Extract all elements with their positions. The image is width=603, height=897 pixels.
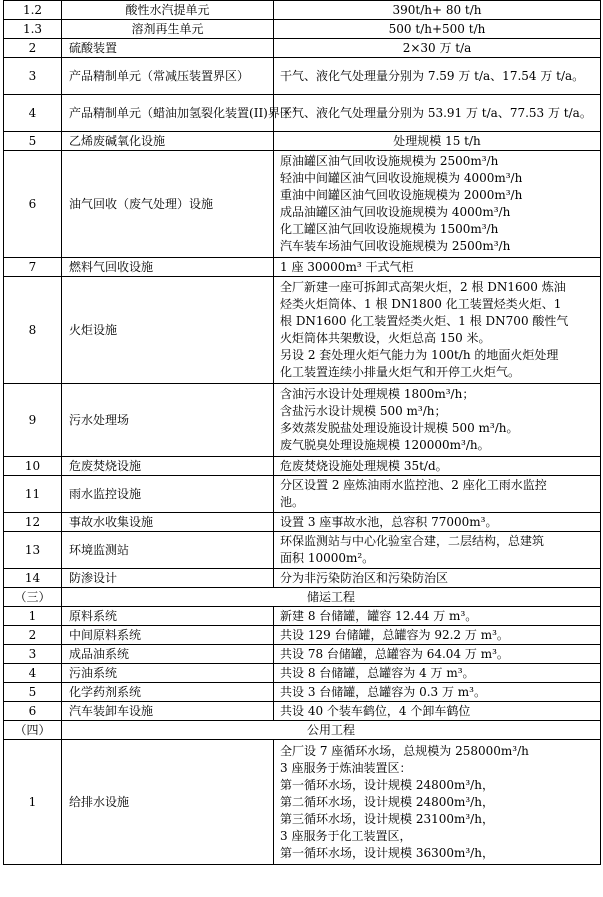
facility-name: 乙烯废碱氧化设施	[62, 132, 274, 151]
table-row	[4, 664, 601, 683]
facility-description-line: 烃类火炬筒体、1 根 DN1800 化工装置烃类火炬、1	[280, 297, 562, 311]
facility-description: 390t/h+ 80 t/h	[274, 1, 601, 20]
facility-name	[62, 645, 274, 664]
facility-description-line: 共设 40 个装车鹤位，4 个卸车鹤位	[280, 703, 471, 718]
facility-name	[62, 258, 274, 277]
facility-name	[62, 476, 274, 513]
facility-description-line: 化工装置连续小排量火炬气和开停工火炬气。	[280, 365, 521, 379]
facility-description-line: 池。	[280, 495, 305, 509]
table-row	[4, 58, 601, 95]
facility-description-line: 设置 3 座事故水池，总容积 77000m³。	[280, 514, 498, 529]
facility-table	[3, 0, 601, 865]
row-number: 8	[4, 277, 62, 384]
table-row	[4, 476, 601, 513]
row-number: （四）	[4, 721, 62, 740]
table-row	[4, 258, 601, 277]
row-number: 2	[4, 626, 62, 645]
table-row	[4, 513, 601, 532]
facility-description	[274, 740, 601, 865]
row-number: 11	[4, 476, 62, 513]
facility-name-line: 化学药剂系统	[69, 684, 142, 699]
facility-description	[274, 277, 601, 384]
facility-name-line: 给排水设施	[69, 794, 130, 809]
row-number: 14	[4, 569, 62, 588]
facility-name-line: 产品精制单元	[69, 105, 142, 120]
row-number: 12	[4, 513, 62, 532]
table-row	[4, 607, 601, 626]
row-number: 4	[4, 664, 62, 683]
facility-description-line: 1 座 30000m³ 干式气柜	[280, 259, 414, 274]
row-number: 9	[4, 384, 62, 457]
facility-description-line: 另设 2 套处理火炬气能力为 100t/h 的地面火炬处理	[280, 348, 559, 362]
facility-description-line: 根 DN1600 化工装置烃类火炬、1 根 DN700 酸性气	[280, 314, 569, 328]
facility-description-line: 汽车装车场油气回收设施规模为 2500m³/h	[280, 239, 511, 253]
row-number: 6	[4, 702, 62, 721]
facility-name-line: 汽车装卸车设施	[69, 703, 154, 718]
facility-description-line: 全厂设 7 座循环水场，总规模为 258000m³/h	[280, 743, 529, 758]
section-header-row	[4, 721, 601, 740]
facility-name	[62, 683, 274, 702]
facility-name	[62, 607, 274, 626]
facility-description: 500 t/h+500 t/h	[274, 20, 601, 39]
facility-description	[274, 457, 601, 476]
facility-description	[274, 569, 601, 588]
facility-name: 溶剂再生单元	[62, 20, 274, 39]
facility-name	[62, 740, 274, 865]
row-number: 3	[4, 645, 62, 664]
table-row	[4, 1, 601, 20]
facility-description-line: 危废焚烧设施处理规模 35t/d。	[280, 458, 448, 473]
facility-description	[274, 258, 601, 277]
facility-description	[274, 702, 601, 721]
facility-description-line: 分为非污染防治区和污染防治区	[280, 570, 449, 585]
facility-name-line: 危废焚烧设施	[69, 458, 142, 473]
facility-name-line: 火炬设施	[69, 322, 118, 337]
table-row	[4, 740, 601, 865]
facility-name-line: 污水处理场	[69, 412, 130, 427]
facility-description-line: 轻油中间罐区油气回收设施规模为 4000m³/h	[280, 171, 523, 185]
facility-name-line: 防渗设计	[69, 570, 118, 585]
facility-description-line: 含油污水设计处理规模 1800m³/h；	[280, 387, 475, 401]
facility-description-line: 化工罐区油气回收设施规模为 1500m³/h	[280, 222, 499, 236]
facility-description-line: 新建 8 台储罐，罐容 12.44 万 m³。	[280, 608, 478, 623]
facility-name	[62, 384, 274, 457]
facility-description-line: 第一循环水场，设计规模 36300m³/h，	[280, 845, 494, 860]
facility-name-line: 中间原料系统	[69, 627, 142, 642]
section-title: 公用工程	[62, 721, 601, 740]
facility-description-line: 环保监测站与中心化验室合建，二层结构，总建筑	[280, 534, 545, 548]
facility-description: 处理规模 15 t/h	[274, 132, 601, 151]
facility-description-line: 第二循环水场，设计规模 24800m³/h，	[280, 794, 494, 809]
facility-name-line: （常减压装置界区）	[141, 68, 250, 83]
facility-name: 酸性水汽提单元	[62, 1, 274, 20]
facility-description-line: 3 座服务于化工装置区，	[280, 828, 412, 843]
facility-name-line: 产品精制单元	[69, 68, 142, 83]
facility-name	[62, 277, 274, 384]
row-number: 6	[4, 151, 62, 258]
facility-description-line: 分区设置 2 座炼油雨水监控池、2 座化工雨水监控	[280, 478, 547, 492]
facility-name-line: 成品油系统	[69, 646, 130, 661]
facility-description	[274, 151, 601, 258]
facility-name-line: 事故水收集设施	[69, 514, 154, 529]
facility-name	[62, 58, 274, 95]
table-row	[4, 626, 601, 645]
facility-name	[62, 569, 274, 588]
facility-description-line: 第三循环水场，设计规模 23100m³/h，	[280, 811, 494, 826]
facility-name	[62, 151, 274, 258]
facility-description-line: 共设 129 台储罐，总罐容为 92.2 万 m³。	[280, 627, 509, 642]
facility-name-line: 油气回收（废气处理）设施	[69, 196, 214, 211]
facility-description	[274, 645, 601, 664]
facility-name	[62, 532, 274, 569]
facility-name	[62, 626, 274, 645]
facility-table-body	[4, 1, 601, 865]
facility-name-line: 燃料气回收设施	[69, 259, 154, 274]
row-number: 13	[4, 532, 62, 569]
table-row	[4, 683, 601, 702]
section-title: 储运工程	[62, 588, 601, 607]
row-number: 5	[4, 683, 62, 702]
facility-description-line: 共设 78 台储罐，总罐容为 64.04 万 m³。	[280, 646, 509, 661]
table-row	[4, 95, 601, 132]
row-number: 10	[4, 457, 62, 476]
facility-description-line: 面积 10000m²。	[280, 551, 375, 565]
facility-description-line: 成品油罐区油气回收设施规模为 4000m³/h	[280, 205, 511, 219]
facility-name	[62, 457, 274, 476]
facility-description	[274, 95, 601, 132]
facility-name-line: 污油系统	[69, 665, 118, 680]
row-number: （三）	[4, 588, 62, 607]
facility-name	[62, 664, 274, 683]
facility-name-line: 雨水监控设施	[69, 486, 142, 501]
table-row	[4, 569, 601, 588]
row-number: 1	[4, 740, 62, 865]
facility-description-line: 原油罐区油气回收设施规模为 2500m³/h	[280, 154, 499, 168]
facility-description-line: 共设 3 台储罐，总罐容为 0.3 万 m³。	[280, 684, 486, 699]
facility-name	[62, 95, 304, 132]
table-row	[4, 39, 601, 58]
facility-name: 硫酸装置	[62, 39, 274, 58]
facility-description-line: 干气、液化气处理量分别为 7.59 万 t/a、17.54 万 t/a。	[280, 68, 585, 83]
table-row	[4, 645, 601, 664]
facility-description	[274, 476, 601, 513]
facility-name-line: （蜡油加氢裂化装置(II)界区）	[141, 105, 304, 120]
table-row	[4, 151, 601, 258]
facility-description-line: 废气脱臭处理设施规模 120000m³/h。	[280, 438, 490, 452]
facility-description-line: 共设 8 台储罐，总罐容为 4 万 m³。	[280, 665, 475, 680]
table-row	[4, 532, 601, 569]
row-number: 2	[4, 39, 62, 58]
table-row	[4, 132, 601, 151]
facility-description-line: 多效蒸发脱盐处理设施设计规模 500 m³/h。	[280, 421, 519, 435]
facility-description-line: 含盐污水设计规模 500 m³/h；	[280, 404, 447, 418]
facility-description	[274, 58, 601, 95]
facility-description	[274, 513, 601, 532]
facility-description-line: 干气、液化气处理量分别为 53.91 万 t/a、77.53 万 t/a。	[280, 105, 592, 120]
row-number: 1.2	[4, 1, 62, 20]
table-row	[4, 384, 601, 457]
table-row	[4, 277, 601, 384]
table-row	[4, 457, 601, 476]
row-number: 4	[4, 95, 62, 132]
row-number: 7	[4, 258, 62, 277]
facility-description	[274, 607, 601, 626]
table-row	[4, 702, 601, 721]
facility-description-line: 火炬筒体共架敷设，火炬总高 150 米。	[280, 331, 491, 345]
facility-name-line: 环境监测站	[69, 542, 130, 557]
facility-name-line: 原料系统	[69, 608, 118, 623]
table-row	[4, 20, 601, 39]
facility-name	[62, 702, 274, 721]
row-number: 3	[4, 58, 62, 95]
facility-description: 2×30 万 t/a	[274, 39, 601, 58]
row-number: 1	[4, 607, 62, 626]
section-header-row	[4, 588, 601, 607]
facility-description	[274, 532, 601, 569]
facility-description	[274, 384, 601, 457]
row-number: 5	[4, 132, 62, 151]
facility-description-line: 第一循环水场，设计规模 24800m³/h，	[280, 777, 494, 792]
facility-description	[274, 683, 601, 702]
facility-name	[62, 513, 274, 532]
facility-description-line: 3 座服务于炼油装置区：	[280, 760, 412, 775]
facility-description	[274, 664, 601, 683]
facility-description	[274, 626, 601, 645]
facility-description-line: 全厂新建一座可拆卸式高架火炬，2 根 DN1600 炼油	[280, 280, 566, 294]
row-number: 1.3	[4, 20, 62, 39]
facility-description-line: 重油中间罐区油气回收设施规模为 2000m³/h	[280, 188, 523, 202]
